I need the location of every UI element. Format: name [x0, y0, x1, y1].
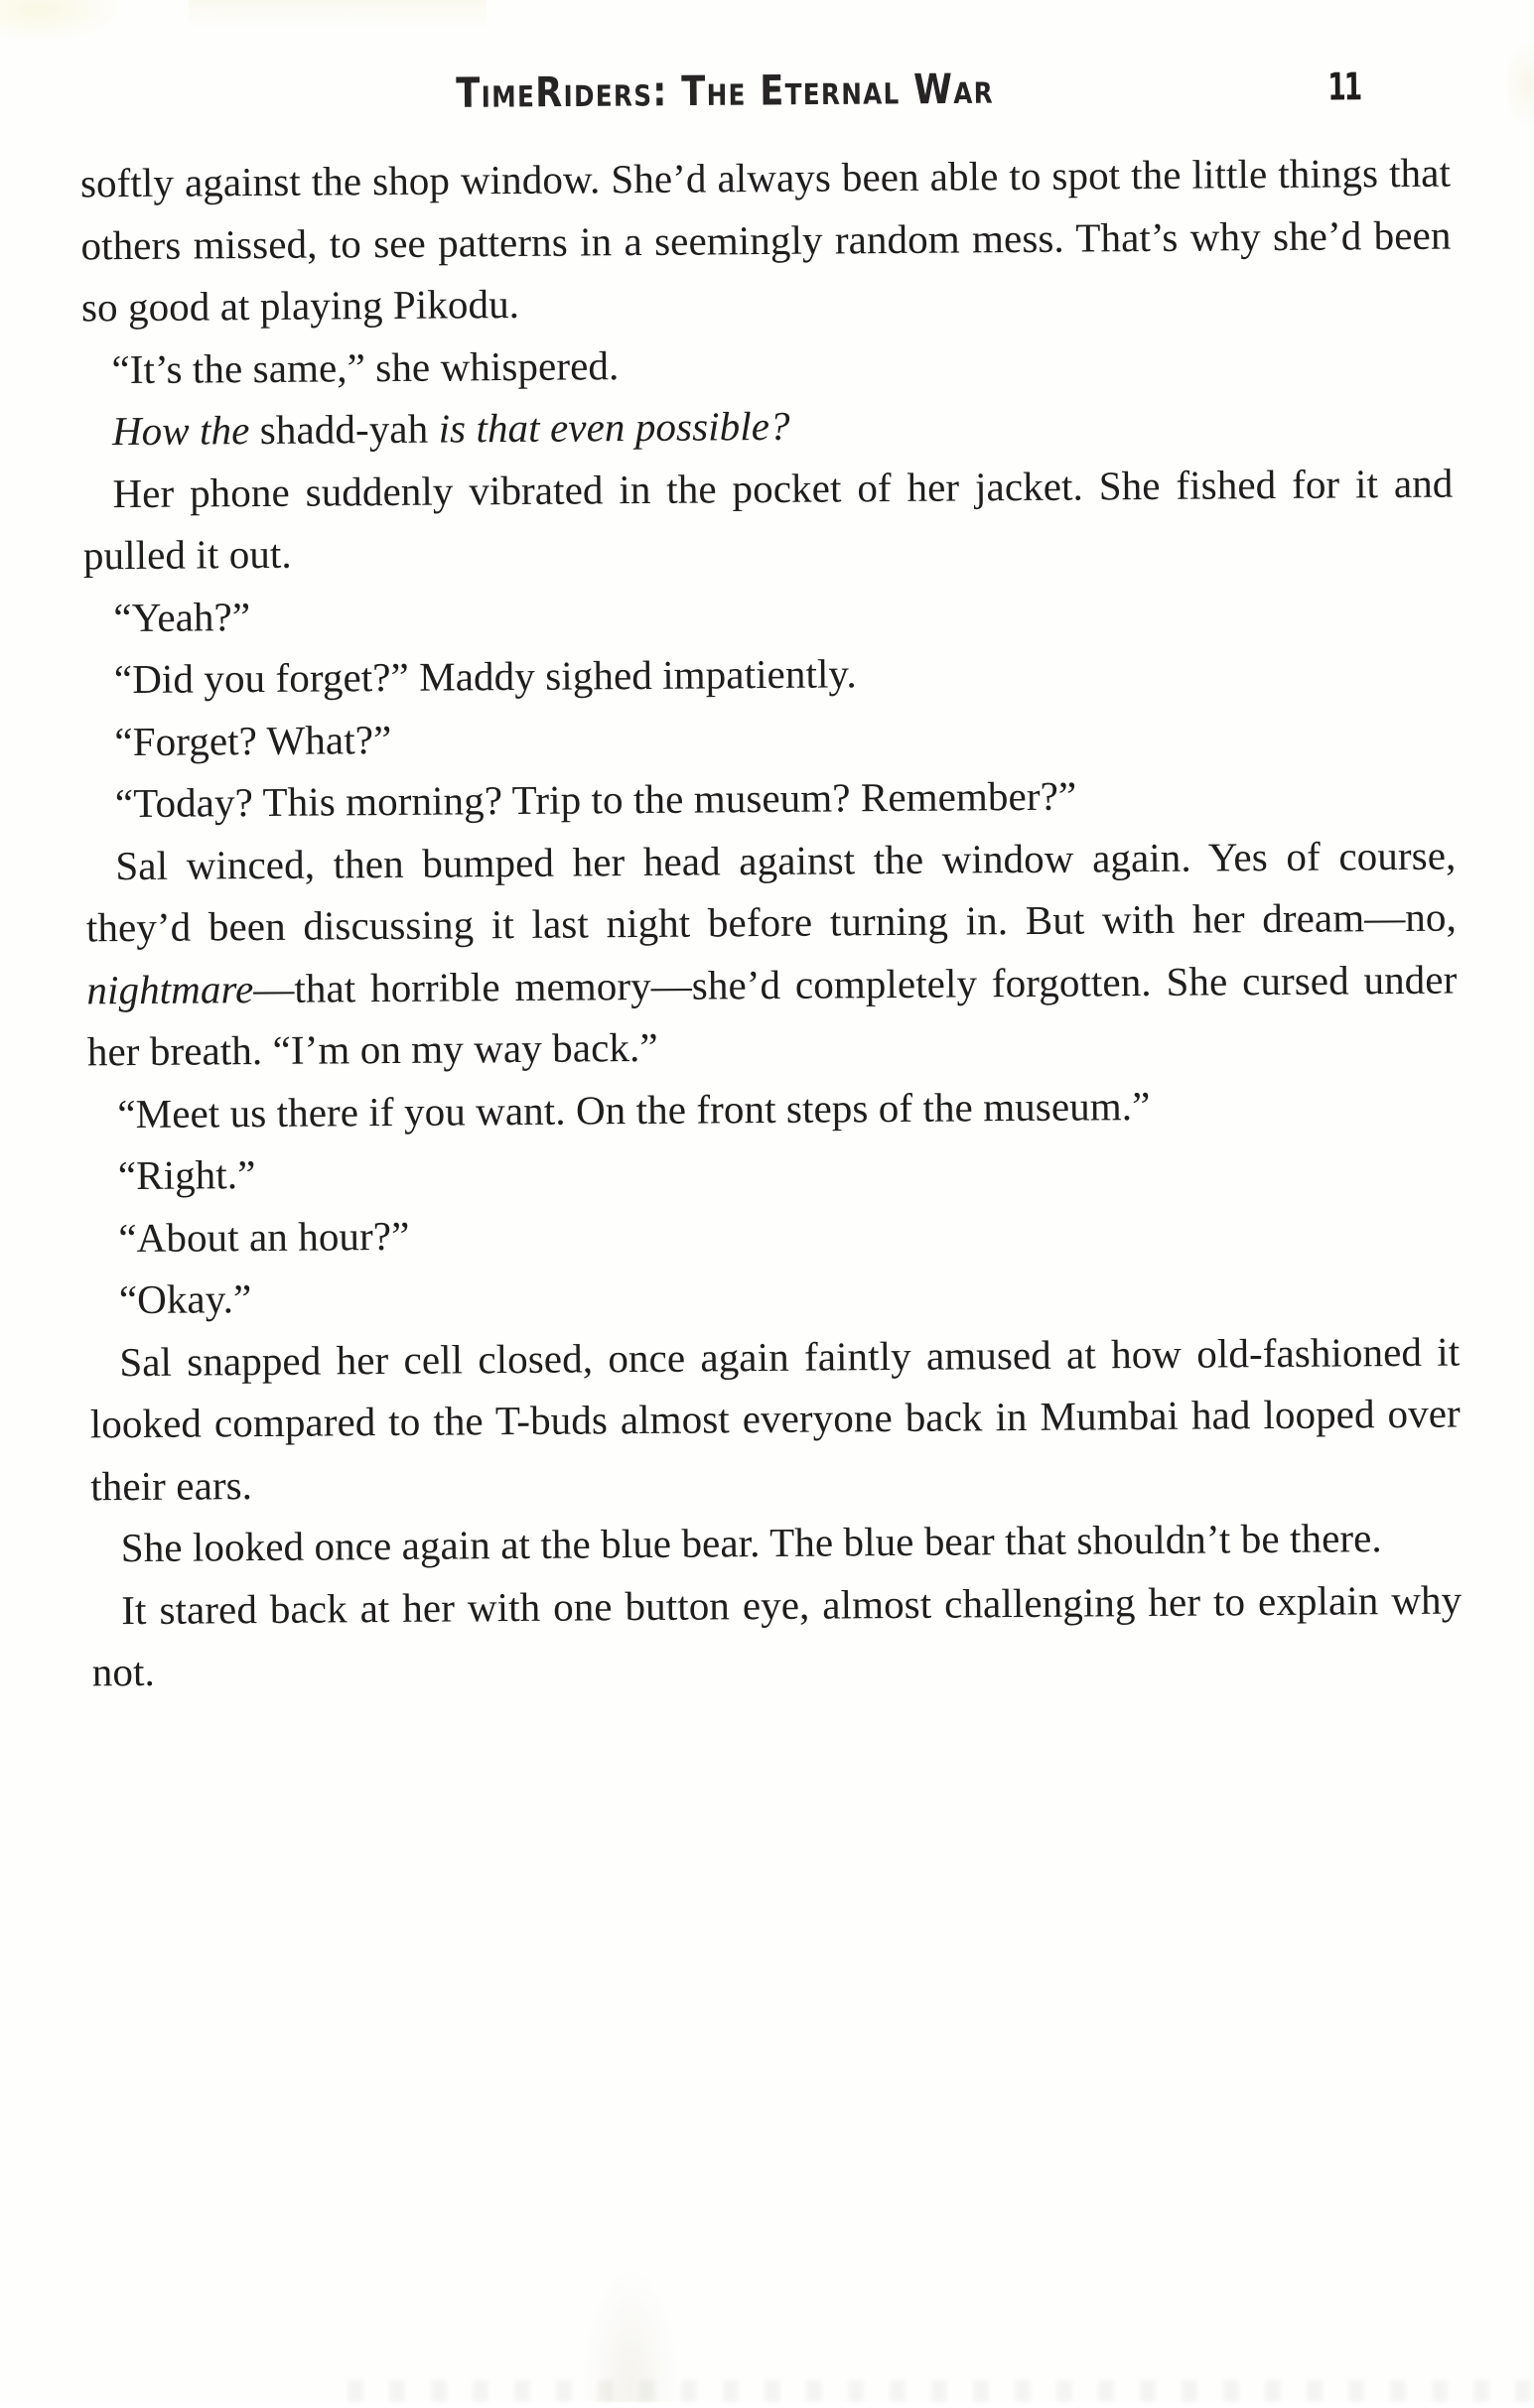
text-segment: “About an hour?”: [118, 1212, 410, 1261]
paragraph: [84, 700, 1455, 772]
text-segment: “Yeah?”: [113, 593, 251, 640]
running-title: TimeRiders: The Eternal War: [456, 66, 995, 118]
text-segment: “Okay.”: [118, 1275, 252, 1323]
text-segment: She looked once again at the blue bear. The blue bear that shouldn’t be there.: [120, 1515, 1382, 1571]
paragraph: [83, 576, 1454, 648]
text-segment: “Today? This morning? Trip to the museum? Remember?”: [114, 772, 1077, 827]
paragraph: [85, 824, 1458, 1083]
paragraph: [89, 1259, 1460, 1331]
text-segment: Sal winced, then bumped her head against the window again. Yes of course, they’d been discussing it last night before turning in. But with her dream—no,: [85, 832, 1458, 951]
text-segment: softly against the shop window. She’d always been able to spot the little things that others missed, to see patterns in a seemingly random mess. That’s why she’d been so good at playing Pikodu.: [79, 149, 1452, 331]
paragraph: [91, 1568, 1463, 1703]
italic-text-segment: is that even possible?: [438, 402, 790, 452]
paragraph: [82, 390, 1453, 463]
text-segment: “Did you forget?” Maddy sighed impatiently.: [113, 650, 857, 703]
paragraph: [91, 1507, 1462, 1579]
text-segment: shadd-yah: [259, 405, 439, 454]
text-segment: —that horrible memory—she’d completely forgotten. She cursed under her breath. “I’m on my way back.”: [86, 956, 1458, 1075]
body-text: [80, 142, 1463, 1703]
text-segment: Her phone suddenly vibrated in the pocket of her jacket. She fished for it and pulled it out.: [82, 460, 1454, 579]
text-segment: “Meet us there if you want. On the front steps of the museum.”: [117, 1082, 1151, 1137]
text-segment: “Forget? What?”: [114, 716, 392, 764]
paragraph: [89, 1320, 1461, 1517]
page-header: [0, 0, 1531, 118]
paragraph: [81, 328, 1452, 400]
paragraph: [88, 1135, 1459, 1207]
page-number: 11: [1327, 65, 1361, 109]
paragraph: [85, 762, 1456, 835]
text-segment: “It’s the same,” she whispered.: [111, 341, 620, 392]
paragraph: [87, 1072, 1458, 1144]
paragraph: [88, 1196, 1459, 1269]
text-segment: It stared back at her with one button eye, almost challenging her to explain why not.: [91, 1576, 1463, 1695]
paragraph: [84, 638, 1455, 711]
text-segment: Sal snapped her cell closed, once again faintly amused at how old-fashioned it looked compared to the T-buds almost everyone back in Mumbai had looped over their ears.: [89, 1328, 1461, 1509]
italic-text-segment: How the: [111, 407, 261, 455]
text-segment: “Right.”: [117, 1151, 256, 1199]
paragraph: [80, 142, 1452, 338]
paragraph: [82, 452, 1454, 587]
italic-text-segment: nightmare: [86, 965, 254, 1012]
